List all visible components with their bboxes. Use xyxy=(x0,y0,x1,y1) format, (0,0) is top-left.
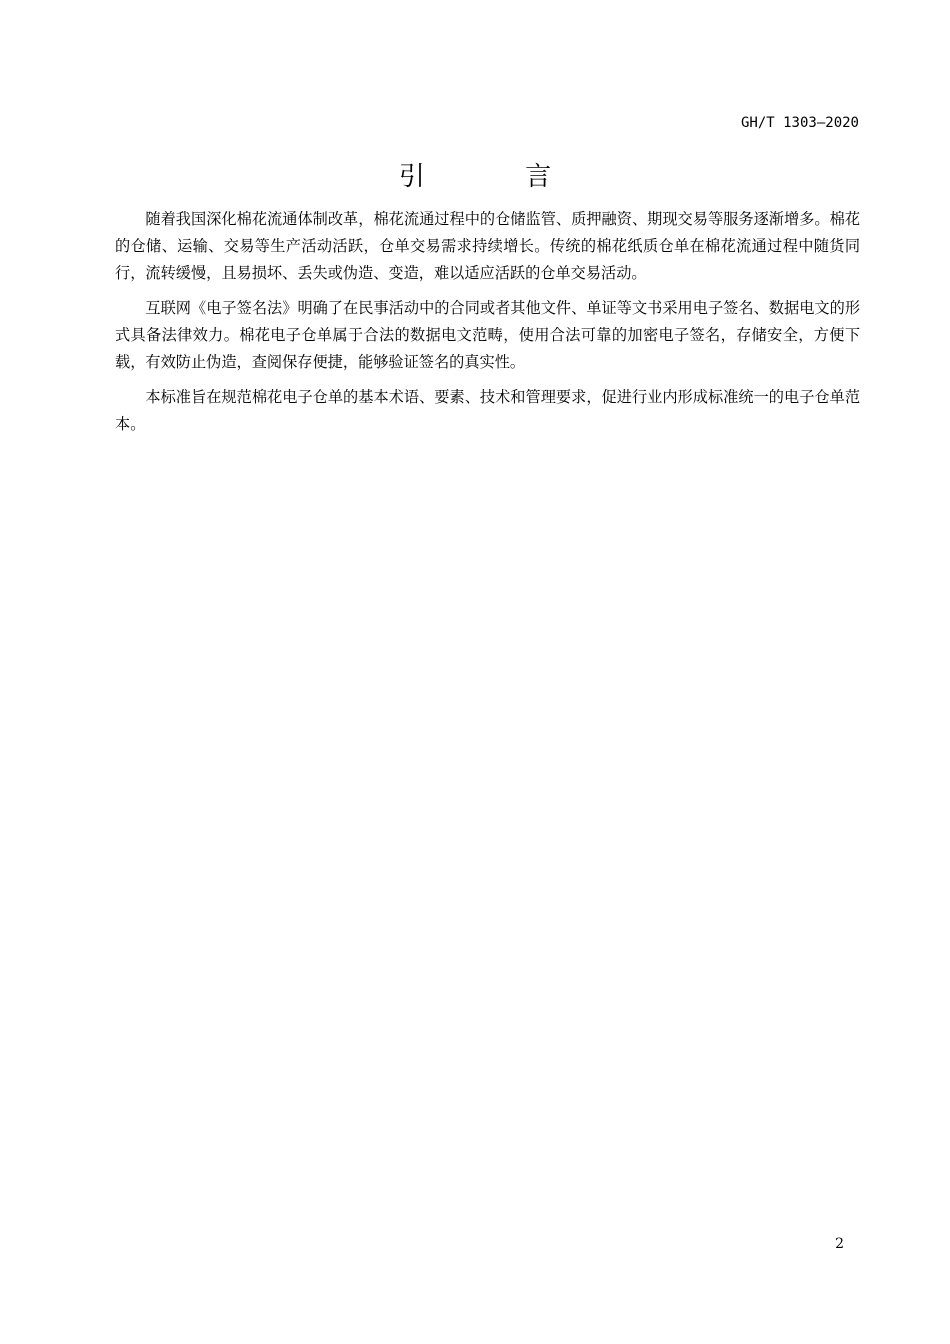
standard-code: GH/T 1303—2020 xyxy=(740,115,859,131)
paragraph: 互联网《电子签名法》明确了在民事活动中的合同或者其他文件、单证等文书采用电子签名、数据电文的形式具备法律效力。棉花电子仓单属于合法的数据电文范畴，使用合法可靠的加密电子签名，存储安全，方便下载，有效防止伪造，查阅保存便捷，能够验证签名的真实性。 xyxy=(115,299,860,371)
paragraph: 随着我国深化棉花流通体制改革，棉花流通过程中的仓储监管、质押融资、期现交易等服务逐渐增多。棉花的仓储、运输、交易等生产活动活跃，仓单交易需求持续增长。传统的棉花纸质仓单在棉花流通过程中随货同行，流转缓慢，且易损坏、丢失或伪造、变造，难以适应活跃的仓单交易活动。 xyxy=(115,210,860,282)
body-text xyxy=(115,206,860,446)
page-number: 2 xyxy=(835,1236,844,1252)
paragraph: 本标准旨在规范棉花电子仓单的基本术语、要素、技术和管理要求，促进行业内形成标准统一的电子仓单范本。 xyxy=(115,388,860,433)
section-title: 引 言 xyxy=(398,162,598,192)
